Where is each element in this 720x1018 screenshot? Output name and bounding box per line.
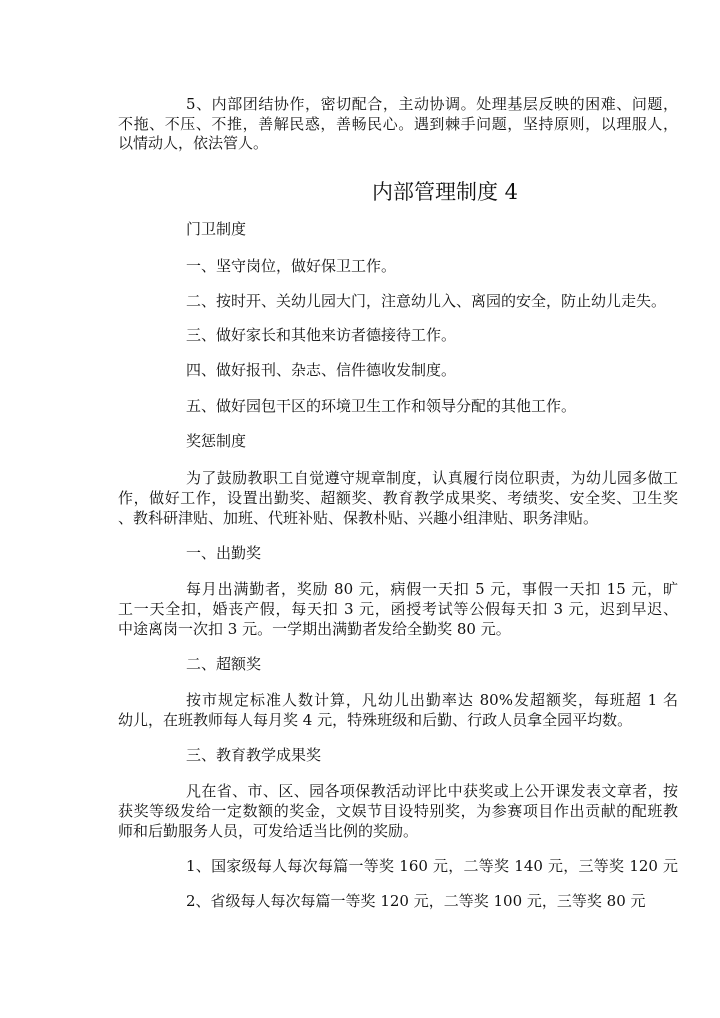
- paragraph-line: 中途离岗一次扣 3 元。一学期出满勤者发给全勤奖 80 元。: [118, 620, 511, 638]
- subsection-heading-teaching: 三、教育教学成果奖: [186, 746, 322, 764]
- paragraph-line: 幼儿，在班教师每人每月奖 4 元，特殊班级和后勤、行政人员拿全园平均数。: [118, 711, 633, 729]
- paragraph-line: 工一天全扣，婚丧产假，每天扣 3 元，函授考试等公假每天扣 3 元，迟到早迟、: [118, 600, 678, 618]
- paragraph-line: 师和后勤服务人员，可发给适当比例的奖励。: [118, 822, 419, 840]
- award-item: 1、国家级每人每次每篇一等奖 160 元，二等奖 140 元，三等奖 120 元: [186, 857, 678, 875]
- paragraph-line: 作，做好工作，设置出勤奖、超额奖、教育教学成果奖、考绩奖、安全奖、卫生奖: [118, 489, 678, 507]
- intro-line: 不拖、不压、不推，善解民惑，善畅民心。遇到棘手问题，坚持原则，以理服人，: [118, 115, 678, 133]
- award-item: 2、省级每人每次每篇一等奖 120 元，二等奖 100 元，三等奖 80 元: [186, 892, 646, 910]
- page-title: 内部管理制度 4: [371, 180, 519, 204]
- paragraph-line: 为了鼓励教职工自觉遵守规章制度，认真履行岗位职责，为幼儿园多做工: [186, 469, 678, 487]
- guard-item: 三、做好家长和其他来访者德接待工作。: [186, 326, 457, 344]
- paragraph-line: 获奖等级发给一定数额的奖金，文娱节目设特别奖，为参赛项目作出贡献的配班教: [118, 802, 678, 820]
- section-heading-guard: 门卫制度: [186, 220, 247, 238]
- section-heading-reward: 奖惩制度: [186, 432, 247, 450]
- paragraph-line: 、教科研津贴、加班、代班补贴、保教朴贴、兴趣小组津贴、职务津贴。: [118, 509, 599, 527]
- intro-line: 5、内部团结协作，密切配合，主动协调。处理基层反映的困难、问题，: [186, 95, 678, 113]
- guard-item: 二、按时开、关幼儿园大门，注意幼儿入、离园的安全，防止幼儿走失。: [186, 292, 667, 310]
- guard-item: 四、做好报刊、杂志、信件德收发制度。: [186, 361, 457, 379]
- paragraph-line: 凡在省、市、区、园各项保教活动评比中获奖或上公开课发表文章者，按: [186, 782, 678, 800]
- paragraph-line: 按市规定标准人数计算，凡幼儿出勤率达 80%发超额奖，每班超 1 名: [186, 691, 678, 709]
- guard-item: 五、做好园包干区的环境卫生工作和领导分配的其他工作。: [186, 397, 577, 415]
- guard-item: 一、坚守岗位，做好保卫工作。: [186, 257, 397, 275]
- subsection-heading-attendance: 一、出勤奖: [186, 544, 262, 562]
- intro-line: 以情动人，依法管人。: [118, 134, 269, 152]
- paragraph-line: 每月出满勤者，奖励 80 元，病假一天扣 5 元，事假一天扣 15 元，旷: [186, 580, 678, 598]
- subsection-heading-excess: 二、超额奖: [186, 655, 262, 673]
